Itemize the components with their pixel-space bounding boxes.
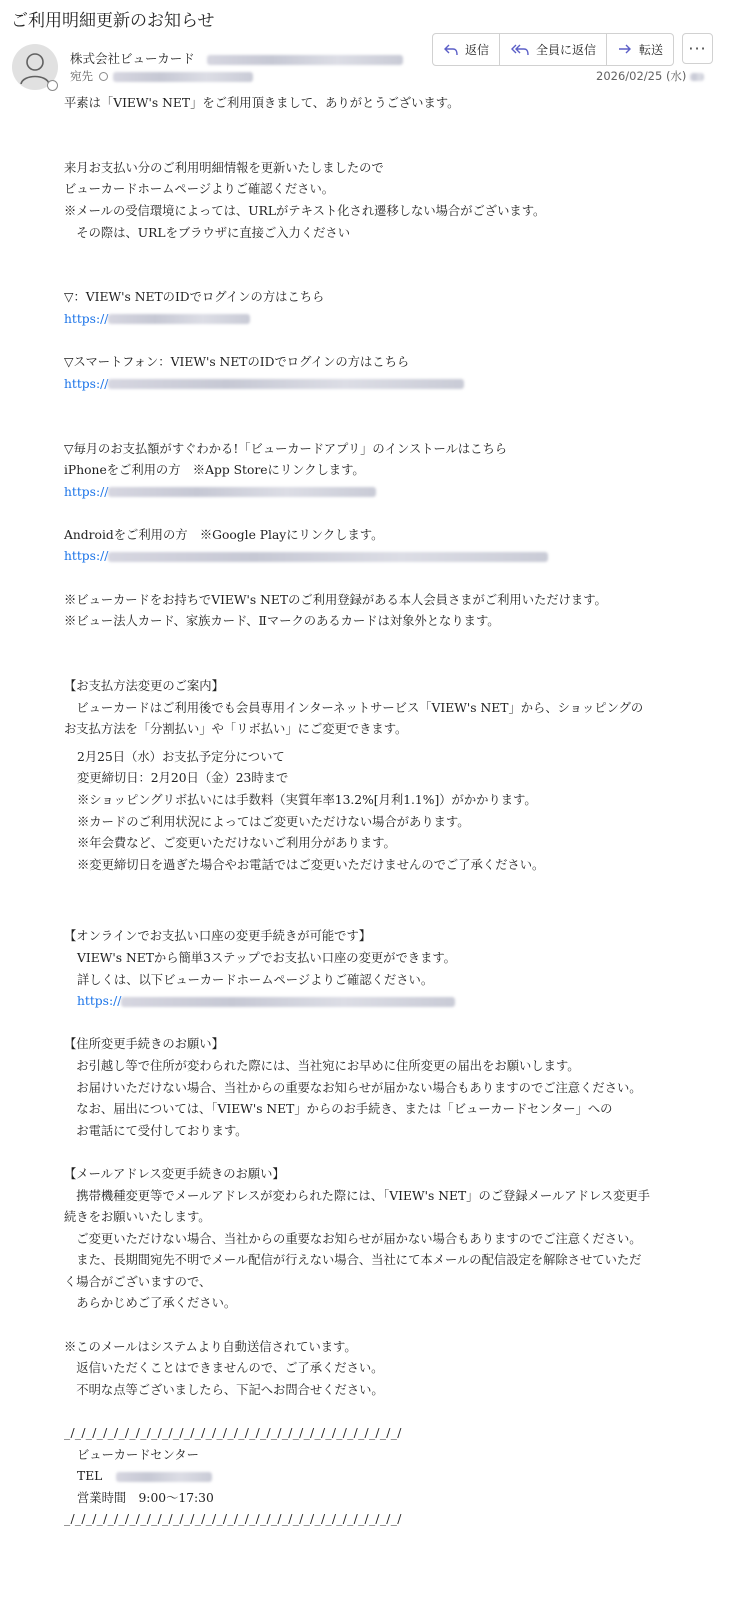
- system-notice-line: ※このメールはシステムより自動送信されています。: [64, 1339, 357, 1354]
- to-label: 宛先: [70, 69, 93, 83]
- system-notice-line: 不明な点等ございましたら、下記へお問合せください。: [64, 1382, 384, 1397]
- online-account-link[interactable]: [64, 991, 652, 1013]
- online-account-title: 【オンラインでお支払い口座の変更手続きが可能です】: [64, 929, 372, 944]
- forward-icon: [617, 43, 633, 57]
- more-actions-button[interactable]: [682, 33, 713, 64]
- received-date: [596, 68, 704, 84]
- more-icon: ···: [688, 39, 707, 58]
- payment-change-item: ※変更締切日を過ぎた場合やお電話ではご変更いただけませんのでご了承ください。: [77, 857, 545, 872]
- url-redacted[interactable]: [108, 379, 464, 389]
- notice-line: ※メールの受信環境によっては、URLがテキスト化され遷移しない場合がございます。: [64, 203, 546, 218]
- notice-line: その際は、URLをブラウザに直接ご入力ください: [64, 225, 351, 240]
- address-change-text: お引越し等で住所が変わられた際には、当社宛にお早めに住所変更の届出をお願いします。 お届けいただけない場合、当社からの重要なお知らせが届かない場合もありますのでご注意ください。 なお、届出については、「VIEW's NET」からのお手続き、または「ビューカードセンター」への お電話にて受付しております。: [76, 1058, 642, 1138]
- link-text[interactable]: https://: [64, 376, 109, 391]
- payment-change-item: 2月25日（水）お支払予定分について: [77, 749, 285, 764]
- reply-all-label: 全員に返信: [536, 43, 597, 57]
- email-change-title: 【メールアドレス変更手続きのお願い】: [64, 1166, 285, 1181]
- payment-change-title: 【お支払方法変更のご案内】: [64, 679, 224, 694]
- tel-label: TEL: [77, 1469, 103, 1484]
- time-redacted: [690, 73, 704, 81]
- link-text[interactable]: https://: [64, 484, 109, 499]
- message-actions: [432, 33, 674, 66]
- signature-hours: 営業時間 9:00～17:30: [77, 1490, 214, 1505]
- payment-change-item: 変更締切日：2月20日（金）23時まで: [77, 771, 289, 786]
- email-body: [64, 93, 652, 1531]
- sender-email-redacted: [207, 55, 403, 65]
- reply-button[interactable]: [433, 34, 500, 65]
- signature-divider: _/_/_/_/_/_/_/_/_/_/_/_/_/_/_/_/_/_/_/_/_/_/_/_/_/_/_/_/_/_/_/: [64, 1512, 402, 1527]
- signature-tel: [64, 1466, 652, 1488]
- presence-status-icon: [47, 80, 58, 91]
- app-iphone-link[interactable]: [64, 482, 652, 504]
- eligibility-note: ※ビューカードをお持ちでVIEW's NETのご利用登録がある本人会員さまがご利用いただけます。: [64, 592, 607, 607]
- login-sp-heading: ▽スマートフォン：VIEW's NETのIDでログインの方はこちら: [64, 355, 410, 370]
- signature-divider: _/_/_/_/_/_/_/_/_/_/_/_/_/_/_/_/_/_/_/_/_/_/_/_/_/_/_/_/_/_/_/: [64, 1426, 402, 1441]
- reply-icon: [443, 43, 459, 57]
- online-account-line: 詳しくは、以下ビューカードホームページよりご確認ください。: [77, 972, 434, 987]
- url-redacted[interactable]: [108, 314, 250, 324]
- forward-label: 転送: [639, 43, 664, 57]
- app-android-note: Androidをご利用の方 ※Google Playにリンクします。: [64, 527, 384, 542]
- reply-all-button[interactable]: [500, 34, 607, 65]
- sender-line[interactable]: [70, 49, 403, 67]
- app-android-link[interactable]: [64, 546, 652, 568]
- reply-all-icon: [510, 43, 530, 57]
- link-text[interactable]: https://: [64, 549, 109, 564]
- login-pc-link[interactable]: [64, 309, 652, 331]
- notice-line: 来月お支払い分のご利用明細情報を更新いたしましたので: [64, 160, 384, 175]
- signature-center: ビューカードセンター: [77, 1447, 199, 1462]
- notice-line: ビューカードホームページよりご確認ください。: [64, 182, 335, 197]
- date-text: 2026/02/25 (水): [596, 69, 687, 83]
- url-redacted[interactable]: [121, 997, 455, 1007]
- payment-change-lead: ビューカードはご利用後でも会員専用インターネットサービス「VIEW's NET」から、ショッピングのお支払方法を「分割払い」や「リボ払い」にご変更できます。: [64, 700, 644, 737]
- app-heading: ▽毎月のお支払額がすぐわかる!「ビューカードアプリ」のインストールはこちら: [64, 441, 508, 456]
- link-text[interactable]: https://: [77, 994, 122, 1009]
- login-sp-link[interactable]: [64, 374, 652, 396]
- online-account-line: VIEW's NETから簡単3ステップでお支払い口座の変更ができます。: [77, 950, 456, 965]
- recipient-status-icon: [99, 72, 108, 81]
- payment-change-item: ※カードのご利用状況によってはご変更いただけない場合があります。: [77, 814, 470, 829]
- url-redacted[interactable]: [108, 487, 376, 497]
- greeting: 平素は「VIEW's NET」をご利用頂きまして、ありがとうございます。: [64, 96, 460, 110]
- login-pc-heading: ▽：VIEW's NETのIDでログインの方はこちら: [64, 290, 325, 305]
- tel-number-redacted: [116, 1472, 212, 1482]
- sender-name[interactable]: 株式会社ビューカード: [70, 51, 195, 66]
- payment-change-item: ※ショッピングリボ払いには手数料（実質年率13.2%[月利1.1%]）がかかります。: [77, 793, 537, 807]
- link-text[interactable]: https://: [64, 311, 109, 326]
- email-subject: ご利用明細更新のお知らせ: [11, 11, 215, 31]
- forward-button[interactable]: [607, 34, 673, 65]
- recipient-email-redacted[interactable]: [113, 72, 253, 82]
- eligibility-note: ※ビュー法人カード、家族カード、Ⅱマークのあるカードは対象外となります。: [64, 614, 500, 629]
- system-notice-line: 返信いただくことはできませんので、ご了承ください。: [64, 1361, 384, 1376]
- email-change-text: 携帯機種変更等でメールアドレスが変わられた際には、「VIEW's NET」のご登録メールアドレス変更手続きをお願いいたします。 ご変更いただけない場合、当社からの重要なお知らせが届かない場合もありますのでご注意ください。 また、長期間宛先不明でメール配信が行えない場合、当社にて本メールの配信設定を解除させていただく場合がございますので、 あらかじめご了承ください。: [64, 1188, 650, 1311]
- app-iphone-note: iPhoneをご利用の方 ※App Storeにリンクします。: [64, 463, 365, 478]
- payment-change-item: ※年会費など、ご変更いただけないご利用分があります。: [77, 836, 396, 851]
- recipient-line: [70, 68, 253, 84]
- address-change-title: 【住所変更手続きのお願い】: [64, 1037, 224, 1052]
- reply-label: 返信: [465, 43, 490, 57]
- url-redacted[interactable]: [108, 552, 548, 562]
